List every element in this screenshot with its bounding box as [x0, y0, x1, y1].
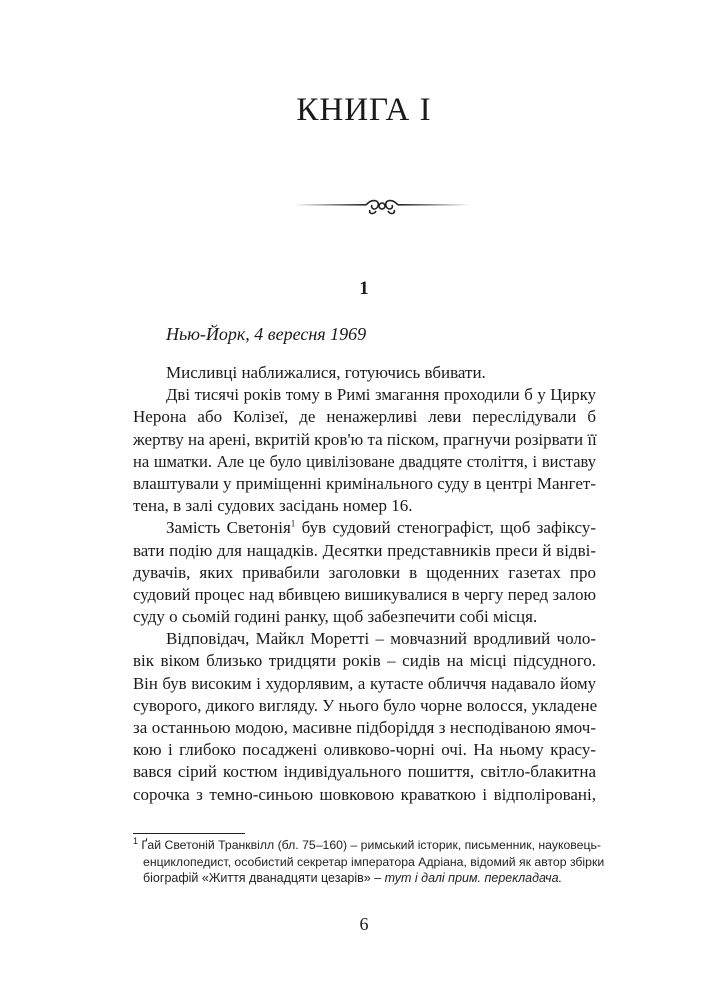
text-line [133, 406, 596, 428]
text-line [133, 717, 596, 739]
text-line [133, 562, 596, 584]
book-heading: КНИГА І [296, 92, 432, 128]
text-line-content: суворого, дикого вигляду. У нього було чорне волосся, укладене [133, 695, 598, 715]
text-line [133, 606, 596, 628]
chapter-number: 1 [359, 278, 369, 299]
footnote-reference[interactable]: 1 [290, 518, 296, 529]
text-line [133, 784, 596, 806]
text-line [133, 761, 596, 783]
footnote-line: Ґай Светоній Транквілл (бл. 75–160) – римський історик, письменник, науковець- [141, 838, 601, 852]
footnote-rule [133, 833, 245, 834]
text-line-content: вався сірий костюм індивідуального пошиття, світло-блакитна [133, 762, 596, 782]
text-line [133, 362, 596, 384]
text-line-content: дувачів, яких привабили заголовки в щоденних газетах про [133, 562, 596, 582]
text-line-content: на шматки. Але це було цивілізоване двадцяте століття, і виставу [133, 451, 596, 471]
footnote-line: біографій «Життя дванадцяти цезарів» – [143, 871, 385, 885]
text-line [133, 473, 596, 495]
text-line-content: Замість Светонія [166, 518, 291, 538]
place-date: Нью-Йорк, 4 вересня 1969 [166, 324, 367, 344]
text-line [133, 517, 596, 539]
text-line-content: вати подію для нащадків. Десятки представників преси й відві- [133, 540, 596, 560]
text-line [133, 451, 596, 473]
text-line-content: судовий процес над вбивцею вишикувалися в чергу перед залою [133, 584, 596, 604]
ornament-divider-icon [284, 190, 480, 220]
text-line-content: жертву на арені, вкритій кров'ю та піском, прагнучи розірвати її [133, 429, 597, 449]
text-line [133, 695, 596, 717]
page-number: 6 [359, 914, 369, 934]
footnote-marker: 1 [133, 835, 139, 846]
text-line [133, 429, 596, 451]
text-line [133, 673, 596, 695]
text-line [133, 540, 596, 562]
text-line-content: Мисливці наближалися, готуючись вбивати. [166, 363, 486, 382]
text-line [133, 650, 596, 672]
text-line-content: кою і глибоко посаджені оливково-чорні очі. На ньому красу- [133, 740, 596, 760]
text-line-content: за останньою модою, масивне підборіддя з несподіваною ямоч- [133, 718, 596, 737]
text-line-content: Відповідач, Майкл Моретті – мовчазний вродливий чоло- [166, 629, 596, 649]
footnote-translator-note: тут і далі прим. перекладача. [384, 871, 563, 885]
text-line [133, 584, 596, 606]
text-line-content: суду о сьомій годині ранку, щоб забезпечити собі місця. [133, 607, 538, 627]
text-line-content: сорочка з темно-синьою шовковою краваткою і відполіровані, [133, 784, 596, 804]
footnote-line: енциклопедист, особистий секретар імператора Адріана, відомий як автор збірки [143, 854, 605, 869]
text-line [133, 628, 596, 650]
text-line [133, 495, 596, 517]
text-line-content: Нерона або Колізеї, де ненажерливі леви переслідували б [133, 407, 596, 427]
text-line-content: тена, в залі судових засідань номер 16. [133, 496, 413, 516]
text-line-content: Дві тисячі років тому в Римі змагання проходили б у Цирку [166, 385, 596, 405]
footnote [133, 837, 603, 887]
text-line [133, 384, 596, 406]
body-text [133, 362, 596, 806]
text-line-content: Він був високим і худорлявим, а кутасте обличчя надавало йому [133, 673, 596, 693]
text-line [133, 739, 596, 761]
text-line-content: був судовий стенографіст, щоб зафіксу- [295, 518, 597, 538]
text-line-content: влаштували у приміщенні кримінального суду в центрі Мангет- [133, 473, 596, 493]
text-line-content: вік віком близько тридцяти років – сидів на місці підсудного. [133, 651, 596, 671]
